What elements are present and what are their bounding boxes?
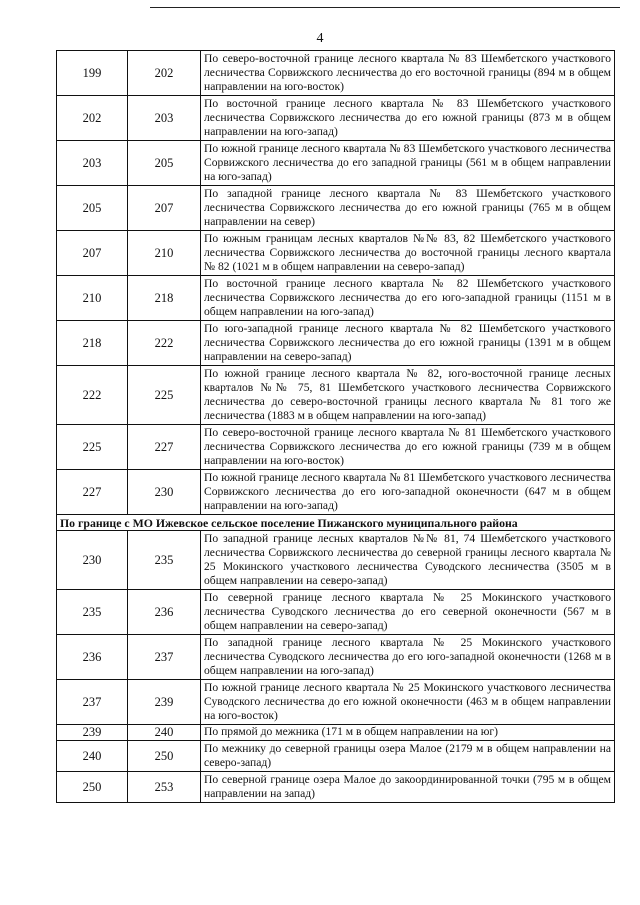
boundary-table: [56, 50, 615, 803]
from-point: 202: [57, 96, 128, 141]
table-row: [57, 51, 615, 96]
to-point: 227: [128, 425, 201, 470]
segment-description: По прямой до межника (171 м в общем направлении на юг): [201, 725, 615, 741]
page-number: 4: [316, 31, 324, 46]
segment-description: По южным границам лесных кварталов №№ 83, 82 Шембетского участкового лесничества Сорвижского лесничества до восточной границы лесного квартала № 82 (1021 м в общем направлении на северо-запад): [201, 231, 615, 276]
from-point: 239: [57, 725, 128, 741]
to-point: 240: [128, 725, 201, 741]
to-point: 239: [128, 680, 201, 725]
segment-description: По восточной границе лесного квартала № 82 Шембетского участкового лесничества Сорвижского лесничества до его юго-западной границы (1151 м в общем направлении на юго-запад): [201, 276, 615, 321]
from-point: 205: [57, 186, 128, 231]
table-row: [57, 590, 615, 635]
to-point: 225: [128, 366, 201, 425]
segment-description: По западной границе лесных кварталов №№ 81, 74 Шембетского участкового лесничества Сорвижского лесничества до северной границы лесного квартала № 25 Мокинского участкового лесничества Суводского лесничества (3505 м в общем направлении на северо-запад): [201, 531, 615, 590]
table-row: [57, 425, 615, 470]
table-row: [57, 725, 615, 741]
to-point: 222: [128, 321, 201, 366]
from-point: 222: [57, 366, 128, 425]
segment-description: По южной границе лесного квартала № 82, юго-восточной границе лесных кварталов №№ 75, 81 Шембетского участкового лесничества Сорвижского лесничества до северо-восточной границы лесного квартала № 81 того же лесничества (1883 м в общем направлении на юго-запад): [201, 366, 615, 425]
table-row: [57, 680, 615, 725]
from-point: 210: [57, 276, 128, 321]
segment-description: По западной границе лесного квартала № 83 Шембетского участкового лесничества Сорвижского лесничества до его южной границы (765 м в общем направлении на север): [201, 186, 615, 231]
to-point: 202: [128, 51, 201, 96]
boundary-table-body: [57, 51, 615, 803]
to-point: 253: [128, 772, 201, 803]
table-row: [57, 741, 615, 772]
table-row: [57, 231, 615, 276]
table-row: [57, 186, 615, 231]
segment-description: По восточной границе лесного квартала № 83 Шембетского участкового лесничества Сорвижского лесничества до его южной границы (873 м в общем направлении на юго-запад): [201, 96, 615, 141]
to-point: 210: [128, 231, 201, 276]
to-point: 235: [128, 531, 201, 590]
to-point: 236: [128, 590, 201, 635]
to-point: 218: [128, 276, 201, 321]
to-point: 250: [128, 741, 201, 772]
segment-description: По северной границе лесного квартала № 25 Мокинского участкового лесничества Суводского лесничества до его северной оконечности (567 м в общем направлении на северо-запад): [201, 590, 615, 635]
segment-description: По западной границе лесного квартала № 25 Мокинского участкового лесничества Суводского лесничества до его юго-западной оконечности (1268 м в общем направлении на юго-запад): [201, 635, 615, 680]
table-row: [57, 635, 615, 680]
table-row: [57, 772, 615, 803]
from-point: 235: [57, 590, 128, 635]
from-point: 250: [57, 772, 128, 803]
segment-description: По северной границе озера Малое до закоординированной точки (795 м в общем направлении на запад): [201, 772, 615, 803]
table-row: [57, 276, 615, 321]
from-point: 237: [57, 680, 128, 725]
to-point: 207: [128, 186, 201, 231]
top-rule: [150, 7, 620, 8]
from-point: 207: [57, 231, 128, 276]
segment-description: По межнику до северной границы озера Малое (2179 м в общем направлении на северо-запад): [201, 741, 615, 772]
segment-description: По южной границе лесного квартала № 83 Шембетского участкового лесничества Сорвижского лесничества до его западной границы (561 м в общем направлении на юго-запад): [201, 141, 615, 186]
segment-description: По южной границе лесного квартала № 81 Шембетского участкового лесничества Сорвижского лесничества до его юго-западной оконечности (647 м в общем направлении на юго-запад): [201, 470, 615, 515]
to-point: 205: [128, 141, 201, 186]
section-header: По границе с МО Ижевское сельское поселение Пижанского муниципального района: [57, 515, 615, 531]
segment-description: По северо-восточной границе лесного квартала № 83 Шембетского участкового лесничества Сорвижского лесничества до его восточной границы (894 м в общем направлении на юго-восток): [201, 51, 615, 96]
from-point: 230: [57, 531, 128, 590]
to-point: 203: [128, 96, 201, 141]
from-point: 218: [57, 321, 128, 366]
table-row: [57, 470, 615, 515]
from-point: 225: [57, 425, 128, 470]
table-row: [57, 141, 615, 186]
segment-description: По юго-западной границе лесного квартала № 82 Шембетского участкового лесничества Сорвижского лесничества до его южной границы (1391 м в общем направлении на северо-запад): [201, 321, 615, 366]
table-row: [57, 321, 615, 366]
segment-description: По южной границе лесного квартала № 25 Мокинского участкового лесничества Суводского лесничества до его южной оконечности (463 м в общем направлении на юго-восток): [201, 680, 615, 725]
from-point: 227: [57, 470, 128, 515]
from-point: 203: [57, 141, 128, 186]
from-point: 240: [57, 741, 128, 772]
section-row: [57, 515, 615, 531]
table-row: [57, 366, 615, 425]
table-row: [57, 531, 615, 590]
table-row: [57, 96, 615, 141]
to-point: 230: [128, 470, 201, 515]
to-point: 237: [128, 635, 201, 680]
segment-description: По северо-восточной границе лесного квартала № 81 Шембетского участкового лесничества Сорвижского лесничества до его южной границы (739 м в общем направлении на юго-восток): [201, 425, 615, 470]
from-point: 199: [57, 51, 128, 96]
from-point: 236: [57, 635, 128, 680]
